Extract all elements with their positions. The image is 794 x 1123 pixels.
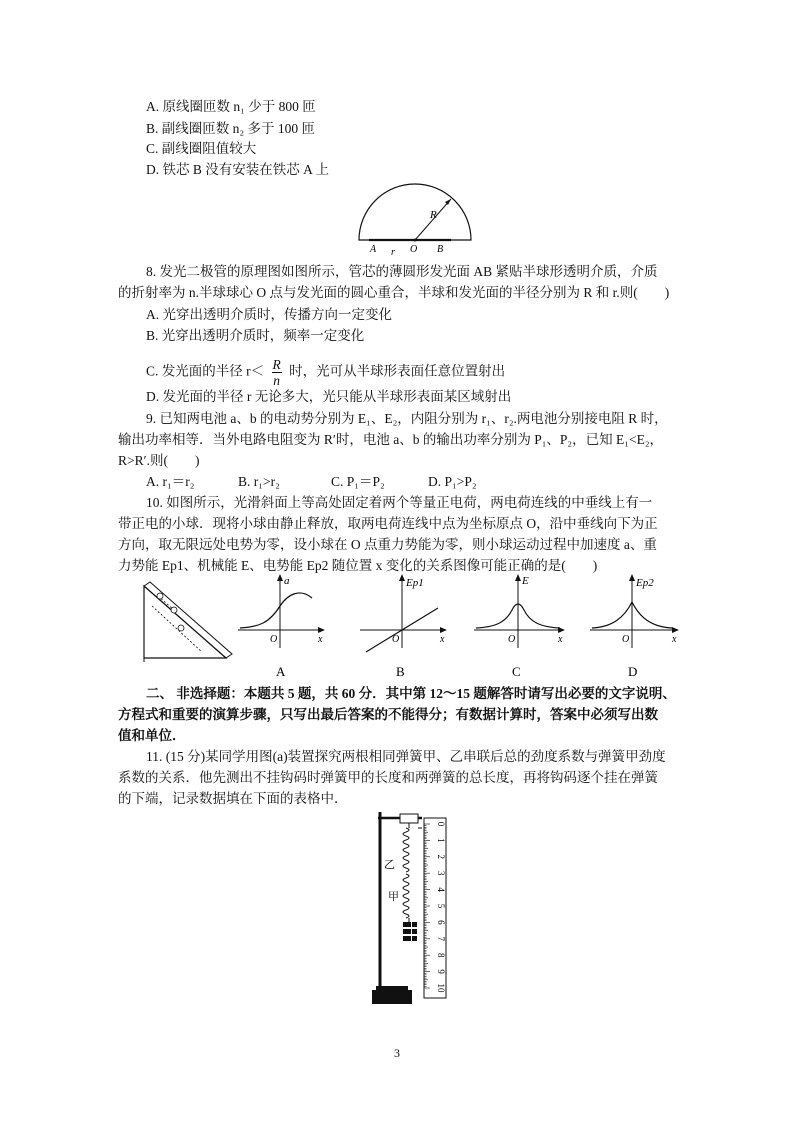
ruler-label: 5	[436, 903, 446, 909]
ruler-label: 2	[436, 854, 446, 860]
q9-option-a: A. r₁＝r₂	[146, 474, 195, 489]
q11-stem-line1: 11. (15 分)某同学用图(a)装置探究两根相同弹簧甲、乙串联后总的劲度系数与弹簧甲劲度	[146, 749, 666, 764]
graph-d	[588, 572, 682, 680]
graph-d-letter: D	[628, 664, 638, 679]
label-a: A	[370, 244, 377, 255]
graph-c-xlabel: x	[558, 634, 563, 645]
ruler-label: 1	[436, 838, 446, 843]
q8-option-c-post: 时，光可从半球形表面任意位置射出	[289, 363, 506, 379]
graph-c-letter: C	[512, 664, 521, 679]
q9-option-c: C. P₁＝P₂	[331, 474, 385, 489]
fraction-numerator: R	[272, 357, 281, 372]
ruler-label: 10	[436, 983, 446, 993]
ruler-label: 9	[436, 969, 446, 974]
q8-option-c-pre: C. 发光面的半径 r＜	[146, 363, 265, 379]
q9-option-b: B. r₁>r₂	[238, 474, 280, 489]
spring-label-yi: 乙	[384, 859, 395, 871]
q11-stem-line2: 系数的关系．他先测出不挂钩码时弹簧甲的长度和两弹簧的总长度，再将钩码逐个挂在弹簧	[118, 770, 658, 785]
fraction-denominator: n	[273, 373, 280, 388]
q7-option-b: B. 副线圈匝数 n₂ 多于 100 匝	[146, 121, 315, 136]
graph-b-ylabel: Ep1	[406, 577, 424, 589]
label-b: B	[437, 244, 444, 255]
incline-figure	[136, 578, 236, 664]
page-number: 3	[394, 1046, 400, 1060]
q8-stem-line1: 8. 发光二极管的原理图如图所示，管芯的薄圆形发光面 AB 紧贴半球形透明介质，介质	[146, 264, 658, 279]
graph-a-origin: O	[270, 634, 278, 645]
graph-b-letter: B	[396, 664, 405, 679]
graph-b-xlabel: x	[440, 634, 445, 645]
graph-a	[236, 572, 328, 680]
q8-option-c	[146, 357, 505, 388]
graph-b	[358, 572, 450, 680]
label-r-big: R	[430, 209, 437, 221]
graph-d-xlabel: x	[672, 634, 677, 645]
ruler-label: 4	[436, 887, 446, 892]
q8-stem-line2: 的折射率为 n.半球球心 O 点与发光面的圆心重合，半球和发光面的半径分别为 R 和 r.则( )	[118, 285, 670, 300]
graph-a-letter: A	[276, 664, 286, 679]
graph-a-xlabel: x	[318, 634, 323, 645]
q10-stem-line2: 带正电的小球．现将小球由静止释放，取两电荷连线中点为坐标原点 O，沿中垂线向下为正	[118, 516, 658, 531]
ruler-label: 0	[436, 821, 446, 827]
label-r-small: r	[391, 247, 395, 256]
q8-option-d: D. 发光面的半径 r 无论多大，光只能从半球形表面某区域射出	[146, 389, 512, 404]
fraction-r-over-n	[272, 357, 282, 388]
q10-stem-line1: 10. 如图所示，光滑斜面上等高处固定着两个等量正电荷，两电荷连线的中垂线上有一	[146, 495, 653, 510]
section2-line2: 方程式和重要的演算步骤，只写出最后答案的不能得分；有数据计算时，答案中必须写出数	[118, 707, 658, 722]
q10-stem-line3: 方向，取无限远处电势为零，设小球在 O 点重力势能为零，则小球运动过程中加速度 a、重	[118, 537, 657, 552]
label-o: O	[410, 244, 418, 255]
q9-stem-line1: 9. 已知两电池 a、b 的电动势分别为 E₁、E₂，内阻分别为 r₁、r₂.两电池分别接电阻 R 时，	[146, 411, 668, 426]
section2-line1: 二、 非选择题：本题共 5 题，共 60 分．其中第 12～15 题解答时请写出必要的文字说明、	[146, 686, 676, 701]
q10-stem-line4: 力势能 Ep1、机械能 E、电势能 Ep2 随位置 x 变化的关系图像可能正确的是( )	[118, 558, 598, 573]
ruler-label: 6	[436, 920, 446, 925]
hemisphere-figure	[355, 180, 475, 256]
q8-option-b: B. 光穿出透明介质时，频率一定变化	[146, 328, 365, 343]
section2-line3: 值和单位．	[118, 728, 186, 743]
q7-option-d: D. 铁芯 B 没有安装在铁芯 A 上	[146, 162, 330, 177]
q7-option-c: C. 副线圈阻值较大	[146, 141, 257, 156]
graph-b-origin: O	[392, 634, 400, 645]
q7-option-a: A. 原线圈匝数 n₁ 少于 800 匝	[146, 99, 316, 114]
graph-c-origin: O	[508, 634, 516, 645]
q9-stem-line3: R>R′.则( )	[118, 453, 200, 468]
q8-option-a: A. 光穿出透明介质时，传播方向一定变化	[146, 307, 392, 322]
spring-apparatus-figure	[368, 808, 452, 1008]
ruler-label: 3	[436, 870, 446, 876]
q11-stem-line3: 的下端，记录数据填在下面的表格中．	[118, 791, 348, 806]
q9-stem-line2: 输出功率相等．当外电路电阻变为 R′时，电池 a、b 的输出功率分别为 P₁、P₂，已知 E₁<E₂，	[118, 432, 664, 447]
graph-c	[472, 572, 568, 680]
spring-label-jia: 甲	[388, 891, 399, 903]
graph-c-ylabel: E	[522, 575, 529, 587]
graph-d-ylabel: Ep2	[636, 577, 654, 589]
graph-d-origin: O	[622, 634, 630, 645]
ruler-label: 7	[436, 936, 446, 942]
graph-a-ylabel: a	[284, 575, 290, 587]
q9-option-d: D. P₁>P₂	[428, 474, 477, 489]
ruler-label: 8	[436, 952, 446, 958]
